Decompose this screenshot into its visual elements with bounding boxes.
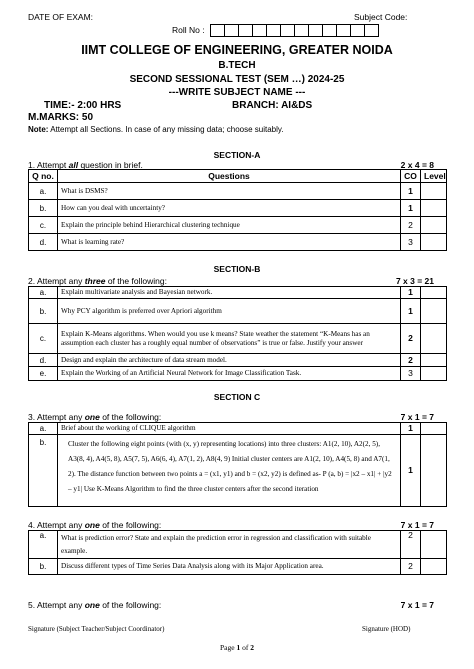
- question-text: Explain K-Means algorithms. When would you use k means? State weather the statement “K-Means has an assumption each cluster has a roughly equal number of observations” is true or false. Justify your answer: [58, 324, 401, 354]
- signature-hod: Signature (HOD): [362, 625, 411, 633]
- question-level: [421, 423, 447, 435]
- question-co: 1: [401, 435, 421, 507]
- question-co: 3: [401, 234, 421, 251]
- roll-no-digit-box[interactable]: [295, 24, 309, 37]
- instruction-emphasis: one: [84, 520, 100, 530]
- question-co: 2: [401, 217, 421, 234]
- table-header-row: [29, 170, 447, 183]
- question-number: b.: [29, 299, 58, 324]
- exam-time: TIME:- 2:00 HRS: [44, 100, 122, 111]
- table-row: [29, 435, 447, 507]
- question-number: d.: [29, 234, 58, 251]
- question-number: a.: [29, 423, 58, 435]
- section-b-table: [28, 286, 447, 381]
- signature-teacher: Signature (Subject Teacher/Subject Coordinator): [28, 625, 165, 633]
- q4-marks: 7 x 1 = 7: [400, 520, 434, 530]
- roll-no-digit-box[interactable]: [253, 24, 267, 37]
- question-co: 2: [401, 324, 421, 354]
- table-row: [29, 287, 447, 299]
- table-row: [29, 183, 447, 200]
- exam-title: SECOND SESSIONAL TEST (SEM …) 2024-25: [129, 74, 345, 85]
- question-number: a.: [29, 531, 58, 559]
- question-text: Explain the principle behind Hierarchical clustering technique: [58, 217, 401, 234]
- question-level: [421, 559, 447, 575]
- question-number: a.: [29, 287, 58, 299]
- question-level: [421, 200, 447, 217]
- table-row: [29, 423, 447, 435]
- question-text: Cluster the following eight points (with (x, y) representing locations) into three clusters: A1(2, 10), A2(2, 5), A3(8, 4), A4(5, 8), A5(7, 5), A6(6, 4), A7(1, 2), A8(4, 9) Initial cluster centers are A1(2, 10), A4(5, 8) and A7(1, 2). The distance function between two points a = (x1, y1) and b = (x2, y2) is defined as- P (a, b) = |x2 – x1| + |y2 – y1| Use K-Means Algorithm to find the three cluster centers after the second iteration: [58, 435, 401, 507]
- page-number: [0, 643, 474, 652]
- roll-no-digit-box[interactable]: [351, 24, 365, 37]
- instruction-text: 2. Attempt any: [28, 276, 85, 286]
- page-current: 1: [236, 643, 241, 652]
- question-text: Design and explain the architecture of data stream model.: [58, 354, 401, 367]
- section-b-instruction: [28, 276, 444, 286]
- question-co: 1: [401, 423, 421, 435]
- instruction-emphasis: three: [84, 276, 106, 286]
- roll-no-digit-box[interactable]: [309, 24, 323, 37]
- note-text: Attempt all Sections. In case of any missing data; choose suitably.: [50, 125, 284, 134]
- section-b-title: SECTION-B: [213, 264, 261, 274]
- question-number: e.: [29, 367, 58, 381]
- section-a-marks: 2 x 4 = 8: [400, 160, 434, 170]
- table-row: [29, 217, 447, 234]
- question-text: Explain the Working of an Artificial Neural Network for Image Classification Task.: [58, 367, 401, 381]
- table-row: [29, 324, 447, 354]
- q4-instruction: [28, 520, 444, 530]
- col-level: Level: [421, 170, 447, 183]
- roll-no-digit-box[interactable]: [337, 24, 351, 37]
- subject-code-label: Subject Code:: [354, 12, 408, 22]
- table-row: [29, 299, 447, 324]
- note-label: Note:: [28, 125, 49, 134]
- page-text: of: [240, 643, 251, 652]
- q5-instruction: [28, 600, 444, 610]
- question-number: b.: [29, 559, 58, 575]
- col-qno: Q no.: [29, 170, 58, 183]
- college-name: IIMT COLLEGE OF ENGINEERING, GREATER NOIDA: [81, 43, 393, 57]
- table-row: [29, 531, 447, 559]
- roll-no-digit-box[interactable]: [210, 24, 225, 37]
- question-number: c.: [29, 324, 58, 354]
- q3-marks: 7 x 1 = 7: [400, 412, 434, 422]
- roll-no-digit-box[interactable]: [225, 24, 239, 37]
- question-level: [421, 531, 447, 559]
- roll-no-boxes: [210, 25, 379, 35]
- question-text: Explain multivariate analysis and Bayesian network.: [58, 287, 401, 299]
- instruction-text: of the following:: [99, 600, 162, 610]
- question-co: 1: [401, 299, 421, 324]
- instruction-text: of the following:: [105, 276, 167, 286]
- roll-no-digit-box[interactable]: [281, 24, 295, 37]
- question-co: 2: [401, 354, 421, 367]
- question-level: [421, 324, 447, 354]
- q3-table: [28, 422, 447, 507]
- question-level: [421, 367, 447, 381]
- question-number: b.: [29, 435, 58, 507]
- table-row: [29, 234, 447, 251]
- instruction-text: of the following:: [99, 412, 162, 422]
- question-text: What is DSMS?: [58, 183, 401, 200]
- instruction-emphasis: one: [84, 600, 100, 610]
- subject-name: ---WRITE SUBJECT NAME ---: [168, 87, 306, 98]
- question-level: [421, 234, 447, 251]
- question-number: a.: [29, 183, 58, 200]
- q4-table: [28, 530, 447, 575]
- question-co: 2: [401, 559, 421, 575]
- question-co: 1: [401, 200, 421, 217]
- date-of-exam-label: DATE OF EXAM:: [28, 12, 94, 22]
- question-text: What is prediction error? State and explain the prediction error in regression and classification with suitable example.: [58, 531, 401, 559]
- question-level: [421, 435, 447, 507]
- col-questions: Questions: [58, 170, 401, 183]
- page-text: Page: [220, 643, 237, 652]
- question-level: [421, 354, 447, 367]
- question-co: 1: [401, 287, 421, 299]
- question-co: 3: [401, 367, 421, 381]
- instruction-text: 5. Attempt any: [28, 600, 85, 610]
- roll-no-digit-box[interactable]: [267, 24, 281, 37]
- instruction-text: 1. Attempt: [28, 160, 69, 170]
- note: [28, 125, 284, 134]
- section-b-marks: 7 x 3 = 21: [395, 276, 434, 286]
- q5-marks: 7 x 1 = 7: [400, 600, 434, 610]
- page-total: 2: [250, 643, 254, 652]
- question-text: How can you deal with uncertainty?: [58, 200, 401, 217]
- max-marks: M.MARKS: 50: [28, 112, 94, 123]
- instruction-text: 4. Attempt any: [28, 520, 85, 530]
- question-text: Discuss different types of Time Series Data Analysis along with its Major Application area.: [58, 559, 401, 575]
- question-number: c.: [29, 217, 58, 234]
- instruction-emphasis: one: [84, 412, 100, 422]
- roll-no-digit-box[interactable]: [323, 24, 337, 37]
- question-number: b.: [29, 200, 58, 217]
- section-a-table: [28, 169, 447, 251]
- instruction-text: question in brief.: [78, 160, 143, 170]
- table-row: [29, 354, 447, 367]
- question-co: 2: [401, 531, 421, 559]
- roll-no-digit-box[interactable]: [239, 24, 253, 37]
- question-level: [421, 299, 447, 324]
- section-a-title: SECTION-A: [213, 150, 261, 160]
- question-text: Brief about the working of CLIQUE algorithm: [58, 423, 401, 435]
- question-level: [421, 183, 447, 200]
- question-level: [421, 217, 447, 234]
- table-row: [29, 559, 447, 575]
- branch: BRANCH: AI&DS: [232, 100, 313, 111]
- col-co: CO: [401, 170, 421, 183]
- roll-no-field: [172, 24, 379, 37]
- table-row: [29, 367, 447, 381]
- question-level: [421, 287, 447, 299]
- question-text: What is learning rate?: [58, 234, 401, 251]
- roll-no-digit-box[interactable]: [365, 24, 379, 37]
- question-co: 1: [401, 183, 421, 200]
- table-row: [29, 200, 447, 217]
- question-number: d.: [29, 354, 58, 367]
- roll-no-label: Roll No :: [172, 25, 205, 35]
- instruction-text: of the following:: [99, 520, 162, 530]
- question-text: Why PCY algorithm is preferred over Apriori algorithm: [58, 299, 401, 324]
- q3-instruction: [28, 412, 444, 422]
- degree: B.TECH: [218, 60, 256, 71]
- section-c-title: SECTION C: [213, 392, 261, 402]
- instruction-emphasis: all: [68, 160, 79, 170]
- instruction-text: 3. Attempt any: [28, 412, 85, 422]
